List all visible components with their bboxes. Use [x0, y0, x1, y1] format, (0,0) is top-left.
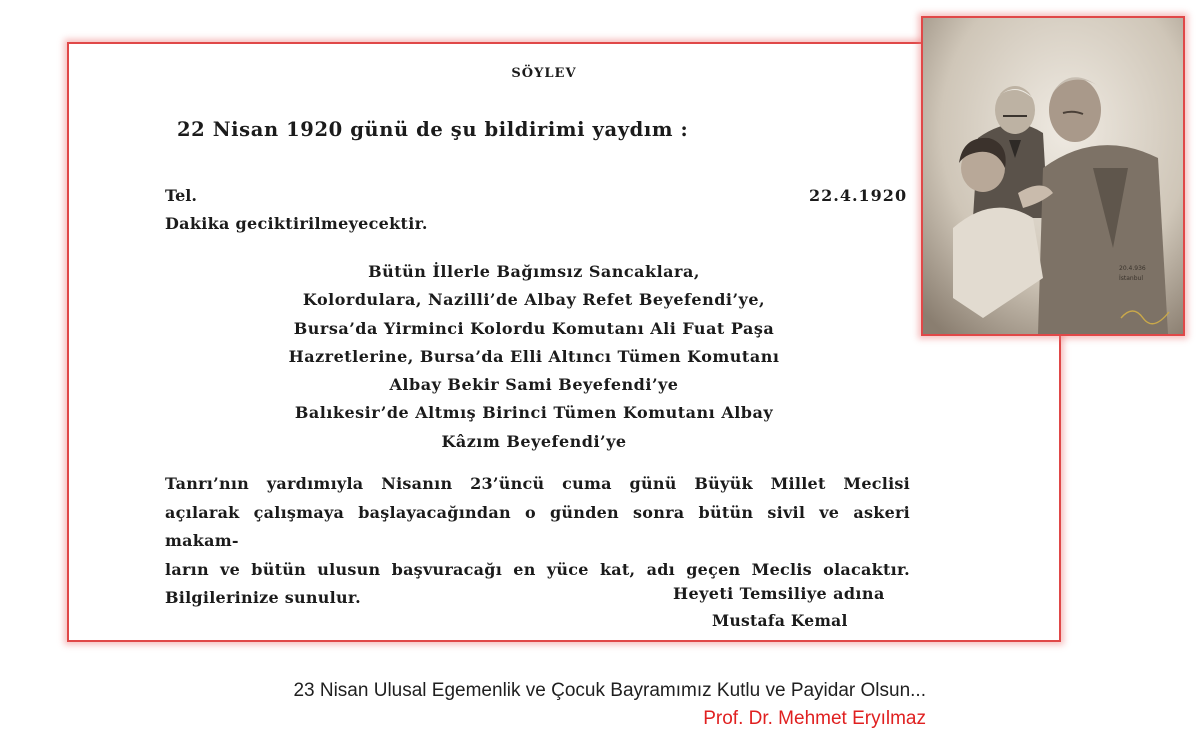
signature-organization: Heyeti Temsiliye adına — [673, 584, 885, 603]
body-line: açılarak çalışmaya başlayacağından o günden sonra bütün sivil ve askeri makam- — [165, 502, 910, 550]
addressee-line: Albay Bekir Sami Beyefendi’ye — [389, 375, 679, 395]
addressee-line: Balıkesir’de Altmış Birinci Tümen Komutanı Albay — [294, 403, 774, 423]
addressee-line: Kolordulara, Nazilli’de Albay Refet Beyefendi’ye, — [302, 290, 766, 310]
document-heading: SÖYLEV — [511, 66, 577, 81]
addressee-line: Bursa’da Yirminci Kolordu Komutanı Ali Fuat Paşa — [293, 318, 775, 338]
body-line: ların ve bütün ulusun başvuracağı en yüce kat, adı geçen Meclis olacaktır. — [165, 559, 910, 579]
historical-photo — [921, 16, 1185, 336]
addressee-line: Hazretlerine, Bursa’da Elli Altıncı Tümen Komutanı — [288, 346, 780, 366]
body-line: Bilgilerinize sunulur. — [165, 588, 361, 607]
author-credit: Prof. Dr. Mehmet Eryılmaz — [703, 708, 926, 729]
body-line: Tanrı’nın yardımıyla Nisanın 23’üncü cuma günü Büyük Millet Meclisi — [165, 474, 910, 493]
urgency-note: Dakika geciktirilmeyecektir. — [165, 214, 428, 233]
holiday-caption: 23 Nisan Ulusal Egemenlik ve Çocuk Bayramımız Kutlu ve Payidar Olsun... — [293, 680, 926, 701]
telegram-label: Tel. — [165, 186, 197, 205]
photo-inscription-date: 20.4.936 — [1119, 265, 1146, 272]
addressee-line: Kâzım Beyefendi’ye — [441, 431, 627, 451]
addressee-block — [189, 258, 879, 456]
photo-illustration — [923, 18, 1183, 334]
signature-name: Mustafa Kemal — [712, 611, 848, 630]
photo-inscription-place: İstanbul — [1119, 275, 1144, 282]
document-intro: 22 Nisan 1920 günü de şu bildirimi yaydım : — [177, 118, 689, 141]
speech-document — [67, 42, 1061, 642]
addressee-line: Bütün İllerle Bağımsız Sancaklara, — [368, 262, 700, 281]
telegram-date: 22.4.1920 — [809, 186, 908, 205]
